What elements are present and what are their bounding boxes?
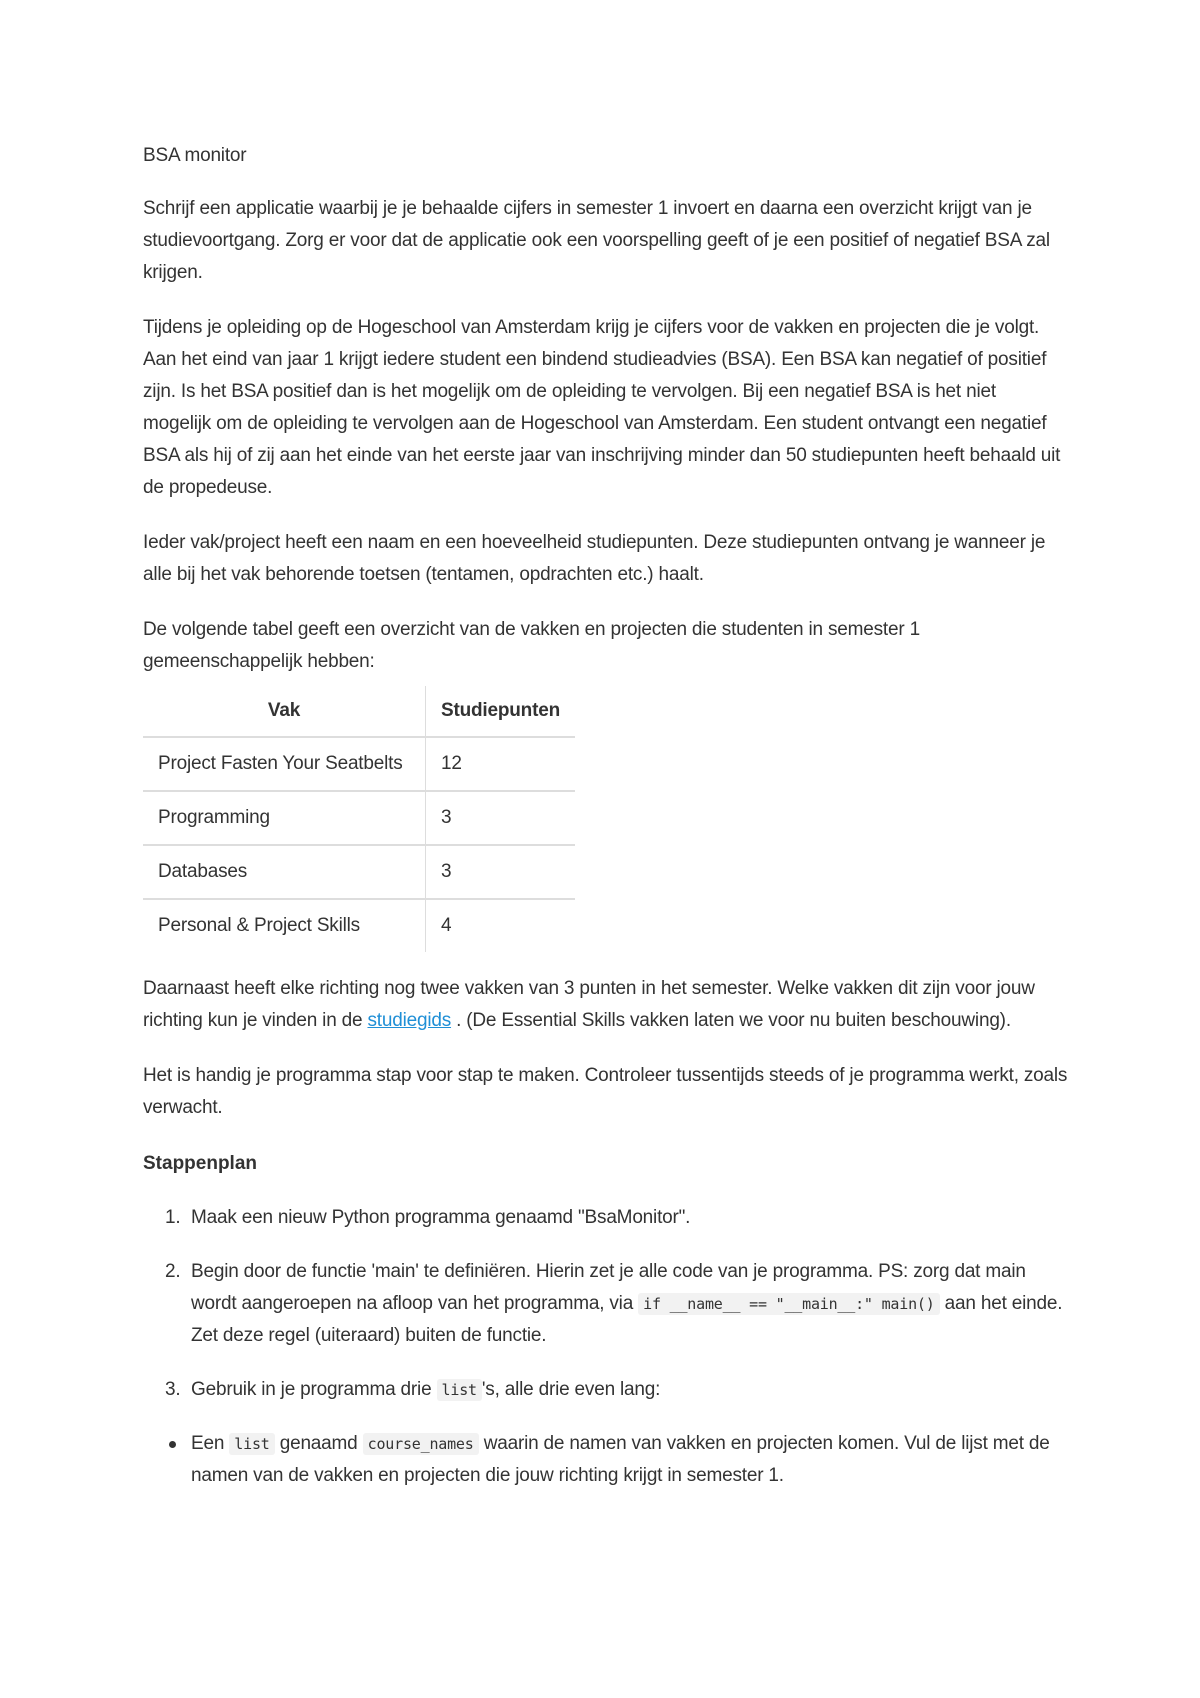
richting-text-after: . (De Essential Skills vakken laten we voor nu buiten beschouwing). <box>451 1010 1011 1031</box>
lists-bullet-list <box>143 1428 1068 1492</box>
table-row <box>143 737 575 791</box>
header-vak: Vak <box>143 686 426 737</box>
step-item <box>143 1256 1068 1352</box>
courses-table <box>143 686 575 952</box>
list-item <box>143 1428 1068 1492</box>
table-header-row <box>143 686 575 737</box>
table-row <box>143 845 575 899</box>
table-row <box>143 899 575 952</box>
list-code: list <box>437 1379 482 1401</box>
step-text-before: Gebruik in je programma drie <box>191 1379 437 1400</box>
course-name-cell: Databases <box>143 845 426 899</box>
step-number: 3. <box>165 1379 181 1400</box>
document-title: BSA monitor <box>143 145 247 166</box>
step-text-after: 's, alle drie even lang: <box>481 1379 661 1400</box>
bullet-text-2: genaamd <box>274 1433 363 1454</box>
step-number: 2. <box>165 1261 181 1282</box>
step-text: Maak een nieuw Python programma genaamd "BsaMonitor". <box>191 1207 691 1228</box>
document-page <box>143 140 1068 1492</box>
step-item <box>143 1202 1068 1234</box>
intro-paragraph: Schrijf een applicatie waarbij je je behaalde cijfers in semester 1 invoert en daarna een overzicht krijgt van je studievoortgang. Zorg er voor dat de applicatie ook een voorspelling geeft of je een positief of negatief BSA zal krijgen. <box>143 198 1050 283</box>
course-points-cell: 12 <box>426 737 575 791</box>
stap-voor-stap-paragraph: Het is handig je programma stap voor stap te maken. Controleer tussentijds steeds of je programma werkt, zoals verwacht. <box>143 1065 1068 1118</box>
table-intro-paragraph: De volgende tabel geeft een overzicht van de vakken en projecten die studenten in semester 1 gemeenschappelijk hebben: <box>143 619 920 672</box>
course-names-code: course_names <box>363 1433 479 1455</box>
step-item <box>143 1374 1068 1406</box>
course-name-cell: Project Fasten Your Seatbelts <box>143 737 426 791</box>
steps-list <box>143 1202 1068 1406</box>
studiegids-link[interactable]: studiegids <box>367 1010 452 1031</box>
bullet-text-1: Een <box>191 1433 230 1454</box>
table-row <box>143 791 575 845</box>
main-guard-code: if __name__ == "__main__:" main() <box>638 1293 939 1315</box>
step-text-before: Begin door de functie 'main' te definiëren. Hierin zet je alle code van je programma. PS: zorg dat main wordt aangeroepen na afloop van het programma, via <box>191 1261 1026 1314</box>
course-points-cell: 3 <box>426 845 575 899</box>
step-number: 1. <box>165 1207 181 1228</box>
course-points-cell: 3 <box>426 791 575 845</box>
bsa-explanation-paragraph: Tijdens je opleiding op de Hogeschool van Amsterdam krijg je cijfers voor de vakken en projecten die je volgt. Aan het eind van jaar 1 krijgt iedere student een bindend studieadvies (BSA). Een BSA kan negatief of positief zijn. Is het BSA positief dan is het mogelijk om de opleiding te vervolgen. Bij een negatief BSA is het niet mogelijk om de opleiding te vervolgen aan de Hogeschool van Amsterdam. Een student ontvangt een negatief BSA als hij of zij aan het einde van het eerste jaar van inschrijving minder dan 50 studiepunten heeft behaald uit de propedeuse. <box>143 317 1061 498</box>
step-text-after: aan het einde. Zet deze regel (uiteraard) buiten de functie. <box>191 1293 1063 1346</box>
course-points-cell: 4 <box>426 899 575 952</box>
course-name-cell: Personal & Project Skills <box>143 899 426 952</box>
richting-text-before: Daarnaast heeft elke richting nog twee vakken van 3 punten in het semester. Welke vakken dit zijn voor jouw richting kun je vinden in de <box>143 978 1035 1031</box>
richting-paragraph <box>143 973 1068 1037</box>
list-code: list <box>229 1433 274 1455</box>
course-name-cell: Programming <box>143 791 426 845</box>
stappenplan-heading: Stappenplan <box>143 1153 258 1174</box>
bullet-text-3: waarin de namen van vakken en projecten komen. Vul de lijst met de namen van de vakken en projecten die jouw richting krijgt in semester 1. <box>191 1433 1050 1486</box>
studiepunten-paragraph: Ieder vak/project heeft een naam en een hoeveelheid studiepunten. Deze studiepunten ontvang je wanneer je alle bij het vak behorende toetsen (tentamen, opdrachten etc.) haalt. <box>143 532 1046 585</box>
bullet-icon <box>169 1441 176 1448</box>
header-studiepunten: Studiepunten <box>441 700 560 721</box>
